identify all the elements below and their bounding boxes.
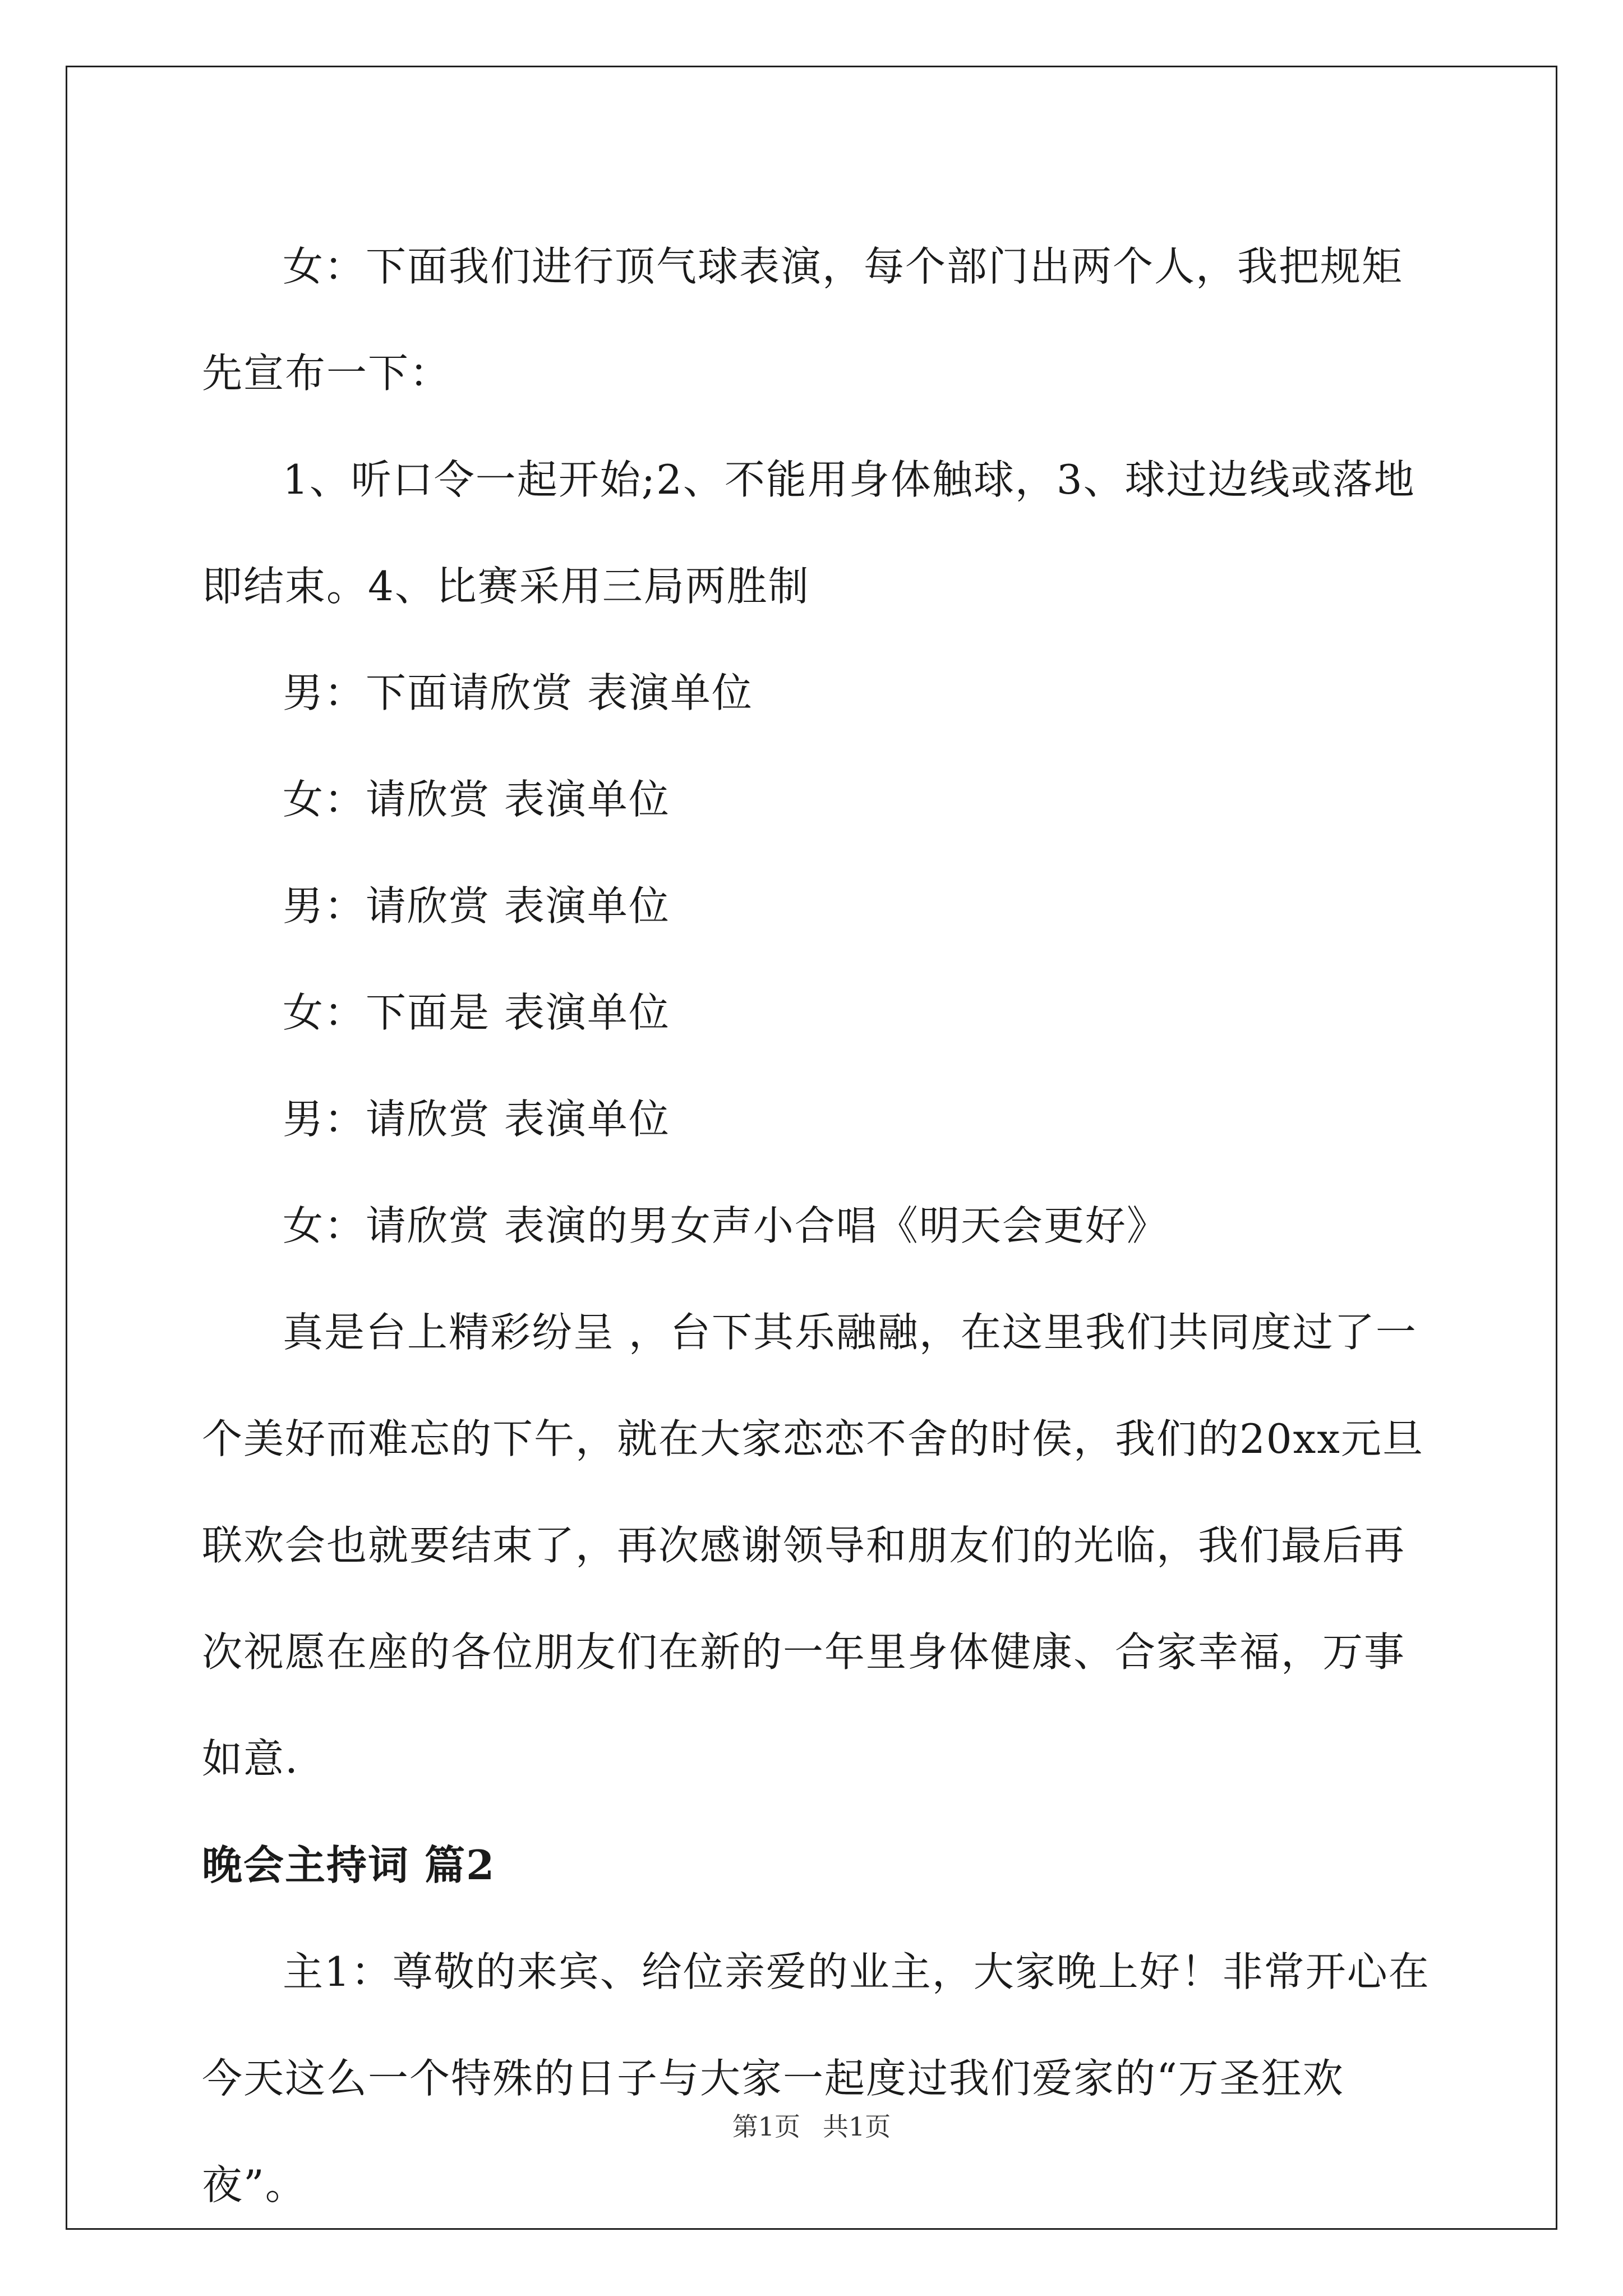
paragraph: 男：请欣赏 表演单位 <box>283 1096 670 1143</box>
paragraph: 1、听口令一起开始;2、不能用身体触球，3、球过边线或落地即结束。4、比赛采用三局两胜制 <box>202 456 1415 610</box>
paragraph: 真是台上精彩纷呈 ，台下其乐融融，在这里我们共同度过了一个美好而难忘的下午，就在大家恋恋不舍的时侯，我们的20xx元旦联欢会也就要结束了，再次感谢领导和朋友们的光临，我们最后再次祝愿在座的各位朋友们在新的一年里身体健康、合家幸福，万事如意. <box>202 1309 1424 1782</box>
section-heading: 晚会主持词 篇2 <box>202 1841 496 1889</box>
paragraph: 男：下面请欣赏 表演单位 <box>283 669 753 716</box>
page-footer <box>0 2106 1623 2143</box>
paragraph: 主1：尊敬的来宾、给位亲爱的业主，大家晚上好！非常开心在今天这么一个特殊的日子与大家一起度过我们爱家的“万圣狂欢夜”。 <box>202 1948 1430 2208</box>
paragraph: 男：请欣赏 表演单位 <box>283 882 670 930</box>
document-body <box>202 213 1436 2238</box>
paragraph: 女：请欣赏 表演单位 <box>283 776 670 823</box>
paragraph: 女：请欣赏 表演的男女声小合唱《明天会更好》 <box>283 1202 1168 1249</box>
page-total-label: 共1页 <box>823 2111 891 2142</box>
paragraph: 女：下面是 表演单位 <box>283 989 670 1036</box>
page-current-label: 第1页 <box>732 2111 800 2142</box>
paragraph: 女：下面我们进行顶气球表演，每个部门出两个人，我把规矩先宣布一下： <box>202 243 1404 397</box>
